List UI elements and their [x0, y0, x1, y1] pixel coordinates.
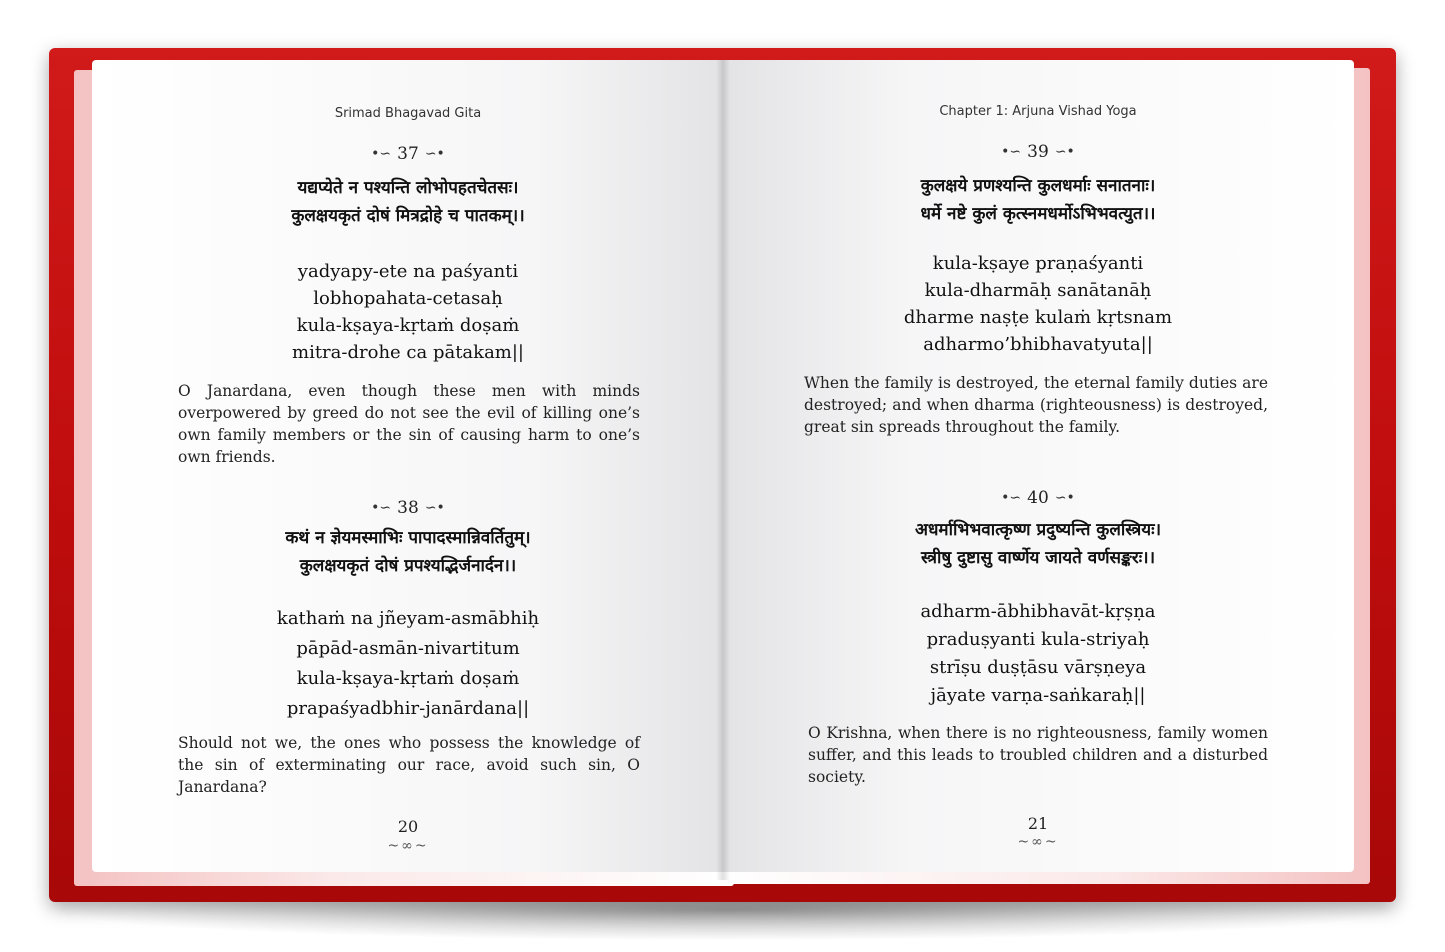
transliteration-line: kula-kṣaya-kṛtaṁ doṣaṁ — [296, 315, 520, 336]
sanskrit-line: कथं न ज्ञेयमस्माभिः पापादस्मान्निवर्तितुम्। — [285, 528, 531, 548]
ornament-left-icon: •∽ — [371, 500, 392, 516]
sanskrit-verse — [722, 172, 1354, 228]
transliteration-line: jāyate varṇa-saṅkaraḥ|| — [930, 685, 1146, 706]
transliteration-line: kula-kṣaye praṇaśyanti — [932, 253, 1144, 274]
verse-number — [92, 144, 724, 164]
verse-number-label: 39 — [1027, 142, 1049, 162]
sanskrit-line: कुलक्षयकृतं दोषं मित्रद्रोहे च पातकम्।। — [291, 206, 525, 226]
transliteration-line: adharm-ābhibhavāt-kṛṣṇa — [920, 601, 1156, 622]
sanskrit-line: अधर्माभिभवात्कृष्ण प्रदुष्यन्ति कुलस्त्रियः। — [914, 520, 1162, 540]
transliteration-line: kula-kṣaya-kṛtaṁ doṣaṁ — [296, 668, 520, 689]
left-page — [92, 60, 724, 872]
translation-text: Should not we, the ones who possess the knowledge of the sin of exterminating our race, avoid such sin, O Janardana? — [178, 734, 640, 796]
running-head-left: Srimad Bhagavad Gita — [334, 106, 482, 121]
transliteration — [92, 258, 724, 366]
sanskrit-line: यद्यप्येते न पश्यन्ति लोभोपहतचेतसः। — [297, 178, 519, 198]
ornament-right-icon: ∽• — [424, 146, 445, 162]
transliteration-line: yadyapy-ete na paśyanti — [297, 261, 519, 282]
flourish-ornament-icon: ~∞~ — [1017, 834, 1059, 850]
transliteration — [722, 250, 1354, 358]
verse-number-label: 40 — [1027, 488, 1049, 508]
translation-text: O Janardana, even though these men with minds overpowered by greed do not see the evil of killing one’s own family members or the sin of causing harm to one’s own friends. — [178, 382, 640, 466]
ornament-right-icon: ∽• — [424, 500, 445, 516]
right-page — [722, 60, 1354, 872]
transliteration-line: lobhopahata-cetasaḥ — [313, 288, 503, 309]
sanskrit-line: कुलक्षये प्रणश्यन्ति कुलधर्माः सनातनाः। — [920, 176, 1156, 196]
transliteration-line: dharme naṣṭe kulaṁ kṛtsnam — [903, 307, 1173, 328]
transliteration-line: prapaśyadbhir-janārdana|| — [286, 698, 530, 719]
book-spine — [716, 60, 730, 880]
sanskrit-verse — [92, 174, 724, 230]
sanskrit-line: धर्मे नष्टे कुलं कृत्स्नमधर्मोऽभिभवत्युत।। — [920, 204, 1156, 224]
running-head-right: Chapter 1: Arjuna Vishad Yoga — [939, 104, 1137, 119]
transliteration-line: praduṣyanti kula-striyaḥ — [926, 629, 1150, 650]
verse-number — [722, 488, 1354, 508]
sanskrit-line: कुलक्षयकृतं दोषं प्रपश्यद्भिर्जनार्दन।। — [299, 556, 517, 576]
ornament-left-icon: •∽ — [1001, 490, 1022, 506]
verse-number — [92, 498, 724, 518]
verse-number-label: 38 — [397, 498, 419, 518]
transliteration-line: mitra-drohe ca pātakam|| — [292, 342, 524, 363]
transliteration-line: pāpād-asmān-nivartitum — [296, 638, 520, 659]
transliteration-line: kathaṁ na jñeyam-asmābhiḥ — [276, 608, 540, 629]
transliteration-line: kula-dharmāḥ sanātanāḥ — [924, 280, 1152, 301]
ornament-right-icon: ∽• — [1054, 144, 1075, 160]
ornament-left-icon: •∽ — [1001, 144, 1022, 160]
transliteration — [92, 604, 724, 724]
ornament-left-icon: •∽ — [371, 146, 392, 162]
flourish-ornament-icon: ~∞~ — [387, 838, 429, 854]
transliteration — [722, 598, 1354, 710]
ornament-right-icon: ∽• — [1054, 490, 1075, 506]
sanskrit-verse — [722, 516, 1354, 572]
page-number-left: 20 — [397, 817, 419, 836]
transliteration-line: strīṣu duṣṭāsu vārṣṇeya — [929, 657, 1147, 678]
translation-text: O Krishna, when there is no righteousness, family women suffer, and this leads to troubled children and a disturbed society. — [808, 724, 1268, 786]
sanskrit-line: स्त्रीषु दुष्टासु वार्ष्णेय जायते वर्णसङ्करः।। — [920, 548, 1156, 568]
transliteration-line: adharmo’bhibhavatyuta|| — [923, 334, 1153, 355]
translation-text: When the family is destroyed, the eternal family duties are destroyed; and when dharma (righteousness) is destroyed, great sin spreads throughout the family. — [804, 374, 1268, 436]
sanskrit-verse — [92, 524, 724, 580]
page-number-right: 21 — [1027, 814, 1049, 833]
verse-number-label: 37 — [397, 144, 419, 164]
verse-number — [722, 142, 1354, 162]
